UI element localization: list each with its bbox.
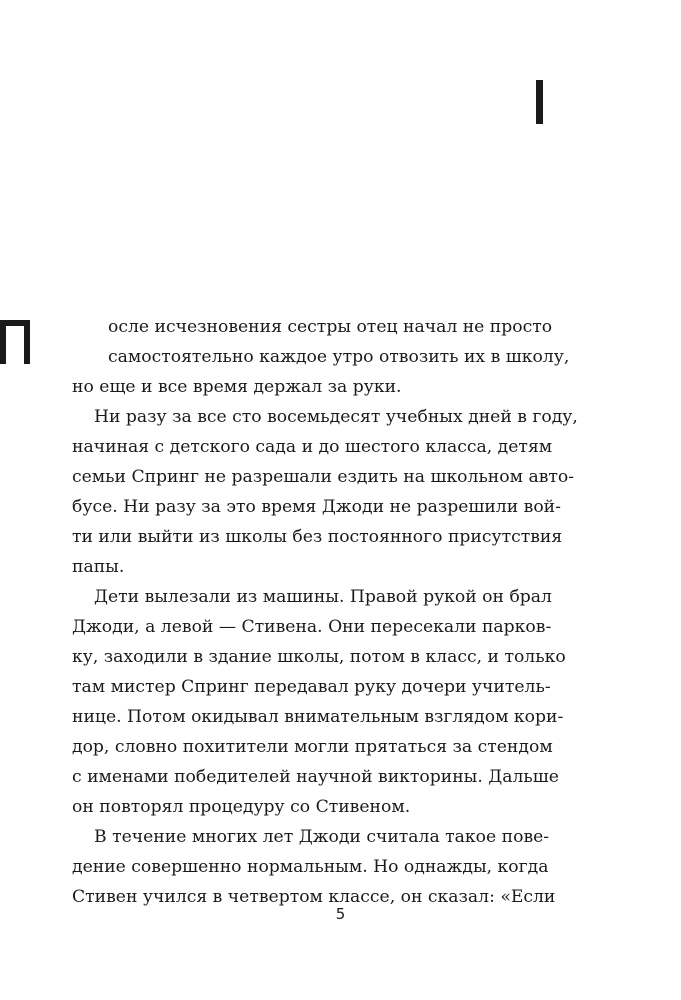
text-line: ти или выйти из школы без постоянного присутствия [72, 527, 563, 547]
text-line: бусе. Ни разу за это время Джоди не разрешили вой- [72, 497, 561, 517]
text-line: начиная с детского сада и до шестого класса, детям [72, 437, 553, 457]
text-line: с именами победителей научной викторины. Дальше [72, 767, 559, 787]
text-line: ку, заходили в здание школы, потом в класс, и только [72, 647, 566, 667]
text-line: осле исчезновения сестры отец начал не просто [108, 317, 553, 337]
text-line: нице. Потом окидывал внимательным взглядом кори- [72, 707, 564, 727]
text-line: Стивен учился в четвертом классе, он сказал: «Если [72, 887, 556, 907]
chapter-number [536, 80, 543, 124]
text-line: но еще и все время держал за руки. [72, 377, 402, 397]
text-line: В течение многих лет Джоди считала такое пове- [94, 827, 550, 847]
text-line: там мистер Спринг передавал руку дочери учитель- [72, 677, 551, 697]
drop-cap [0, 320, 30, 364]
text-line: дение совершенно нормальным. Но однажды, когда [72, 857, 549, 877]
text-line: Ни разу за все сто восемьдесят учебных дней в году, [94, 407, 578, 427]
text-line: Джоди, а левой — Стивена. Они пересекали парков- [72, 617, 552, 637]
text-line: дор, словно похитители могли прятаться за стендом [72, 737, 553, 757]
text-line: самостоятельно каждое утро отвозить их в школу, [108, 347, 570, 367]
text-line: папы. [72, 557, 125, 577]
body-text [72, 312, 578, 912]
text-line: семьи Спринг не разрешали ездить на школьном авто- [72, 467, 575, 487]
page-number: 5 [335, 905, 346, 923]
text-line: он повторял процедуру со Стивеном. [72, 797, 411, 817]
text-line: Дети вылезали из машины. Правой рукой он брал [94, 587, 552, 607]
